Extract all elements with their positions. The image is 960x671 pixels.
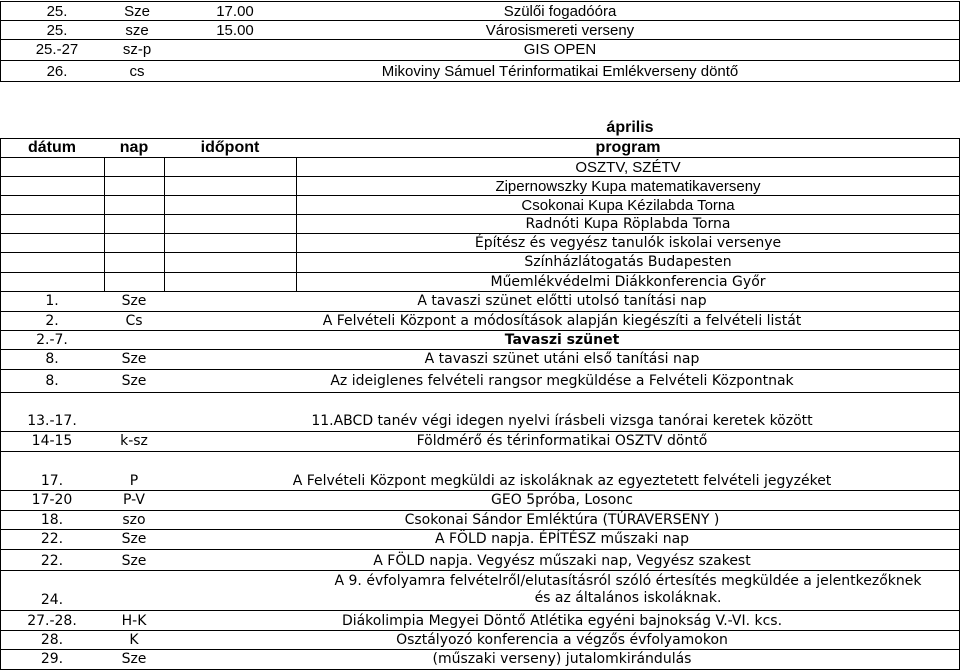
- grid-line: [0, 431, 960, 432]
- grid-line: [0, 272, 960, 273]
- grid-line: [0, 490, 960, 491]
- program-cell: Osztályozó konferencia a végzős évfolyamokon: [396, 632, 728, 648]
- program-cell: Radnóti Kupa Röplabda Torna: [525, 216, 731, 232]
- grid-line: [0, 311, 960, 312]
- grid-line: [104, 157, 105, 292]
- program-cell: (műszaki verseny) jutalomkirándulás: [432, 651, 692, 667]
- program-cell: Diákolimpia Megyei Döntő Atlétika egyéni bajnokság V.-VI. kcs.: [341, 613, 783, 629]
- grid-line: [0, 610, 960, 611]
- header-time: időpont: [200, 139, 260, 156]
- program-cell: [296, 571, 960, 612]
- table-row: [0, 472, 960, 491]
- grid-line: [0, 1, 1, 81]
- table-row: [0, 552, 960, 571]
- header-row: [0, 138, 960, 158]
- date-cell: 25.: [46, 22, 68, 39]
- table-row: [0, 571, 960, 610]
- program-cell: Színházlátogatás Budapesten: [524, 254, 732, 270]
- table-row: [0, 631, 960, 650]
- day-cell: Sze: [124, 3, 150, 20]
- program-cell: A tavaszi szünet utáni első tanítási nap: [424, 351, 700, 367]
- grid-line: [0, 60, 960, 61]
- day-cell: P: [129, 473, 139, 489]
- grid-line: [0, 451, 960, 452]
- program-cell: Az ideiglenes felvételi rangsor megküldése a Felvételi Központnak: [330, 373, 794, 389]
- program-cell: Földmérő és térinformatikai OSZTV döntő: [416, 433, 708, 449]
- grid-line: [0, 529, 960, 530]
- table-row: [0, 2, 960, 21]
- day-cell: P-V: [123, 492, 145, 508]
- day-cell: Sze: [121, 651, 147, 667]
- day-cell: k-sz: [120, 433, 148, 449]
- date-cell: 27.-28.: [27, 613, 77, 629]
- date-cell: 25.: [46, 3, 68, 20]
- list-item: [0, 234, 960, 253]
- program-cell: Csokonai Sándor Emléktúra (TÚRAVERSENY ): [404, 512, 720, 528]
- grid-line: [0, 157, 960, 158]
- day-cell: Sze: [121, 531, 147, 547]
- table-row: [0, 612, 960, 631]
- grid-line: [0, 20, 960, 21]
- program-cell: OSZTV, SZÉTV: [575, 159, 681, 176]
- day-cell: cs: [129, 63, 145, 80]
- grid-line: [0, 176, 960, 177]
- grid-line: [0, 510, 960, 511]
- date-cell: 17.: [40, 473, 64, 489]
- table-row: [0, 21, 960, 40]
- program-cell: Zipernowszky Kupa matematikaverseny: [495, 178, 761, 195]
- day-cell: Sze: [121, 293, 147, 309]
- grid-line: [0, 349, 960, 350]
- program-cell: Szülői fogadóóra: [503, 3, 617, 20]
- grid-line: [0, 195, 960, 196]
- list-item: [0, 177, 960, 196]
- grid-line: [164, 157, 165, 292]
- table-row: [0, 491, 960, 510]
- grid-line: [0, 214, 960, 215]
- program-cell: Városismereti verseny: [485, 22, 635, 39]
- list-item: [0, 253, 960, 272]
- grid-line: [0, 291, 960, 292]
- day-cell: [104, 412, 164, 431]
- day-cell: sz-p: [122, 41, 152, 58]
- day-cell: Sze: [121, 373, 147, 389]
- day-cell: H-K: [121, 613, 147, 629]
- program-cell: A Felvételi Központ megküldi az iskoláknak az egyeztetett felvételi jegyzéket: [292, 473, 832, 489]
- date-cell: 14-15: [31, 433, 73, 449]
- day-cell: szo: [122, 512, 146, 528]
- grid-line: [0, 252, 960, 253]
- date-cell: 24.: [40, 592, 64, 608]
- date-cell: 2.: [45, 313, 59, 329]
- program-cell: Mikoviny Sámuel Térinformatikai Emlékverseny döntő: [381, 63, 739, 80]
- header-date: dátum: [28, 139, 76, 156]
- table-row: [0, 511, 960, 530]
- list-item: [0, 158, 960, 177]
- date-cell: 8.: [45, 351, 59, 367]
- date-cell: 26.: [46, 63, 68, 80]
- table-row: [0, 331, 960, 350]
- day-cell: Cs: [125, 313, 143, 329]
- date-cell: 22.: [40, 531, 64, 547]
- program-cell: Csokonai Kupa Kézilabda Torna: [521, 197, 735, 214]
- program-cell: A Felvételi Központ a módosítások alapján kiegészíti a felvételi listát: [322, 313, 802, 329]
- list-item: [0, 215, 960, 234]
- program-cell: 11.ABCD tanév végi idegen nyelvi írásbeli vizsga tanórai keretek között: [311, 413, 813, 429]
- day-cell: sze: [125, 22, 149, 39]
- date-cell: 2.-7.: [36, 332, 68, 348]
- grid-line: [0, 549, 960, 550]
- date-cell: 13.-17.: [27, 413, 77, 429]
- grid-line: [0, 630, 960, 631]
- program-cell: A FÖLD napja. Vegyész műszaki nap, Vegyész szakest: [373, 553, 751, 569]
- grid-line: [0, 392, 960, 393]
- time-cell: 15.00: [216, 22, 254, 39]
- grid-line: [296, 157, 297, 292]
- date-cell: 17-20: [31, 492, 73, 508]
- date-cell: 18.: [40, 512, 64, 528]
- table-row: [0, 530, 960, 549]
- header-program: program: [595, 139, 661, 156]
- table-row: [0, 62, 960, 81]
- day-cell: Sze: [121, 351, 147, 367]
- grid-line: [0, 138, 960, 139]
- grid-line: [0, 330, 960, 331]
- day-cell: Sze: [121, 553, 147, 569]
- date-cell: 8.: [45, 373, 59, 389]
- program-cell: GEO 5próba, Losonc: [491, 492, 633, 508]
- program-cell: A tavaszi szünet előtti utolsó tanítási nap: [417, 293, 707, 309]
- list-item: [0, 196, 960, 215]
- date-cell: 29.: [40, 651, 64, 667]
- table-row: [0, 412, 960, 431]
- day-cell: K: [129, 632, 139, 648]
- grid-line: [0, 39, 960, 40]
- program-line-2: és az általános iskoláknak.: [534, 590, 722, 606]
- table-row: [0, 292, 960, 311]
- date-cell: 22.: [40, 553, 64, 569]
- grid-line: [0, 1, 960, 2]
- grid-line: [0, 233, 960, 234]
- table-row: [0, 312, 960, 331]
- header-day: nap: [119, 139, 149, 156]
- grid-line: [0, 669, 960, 670]
- grid-line: [0, 570, 960, 571]
- day-cell: [104, 571, 164, 610]
- program-line-1: A 9. évfolyamra felvételről/elutasításról szóló értesítés megküldée a jelentkezőknek: [334, 573, 922, 589]
- program-cell: A FÖLD napja. ÉPÍTÉSZ műszaki nap: [434, 531, 690, 547]
- program-cell: Műemlékvédelmi Diákkonferencia Győr: [490, 274, 766, 290]
- month-row: [0, 118, 960, 138]
- table-row: [0, 432, 960, 451]
- table-row: [0, 350, 960, 369]
- program-cell: Tavaszi szünet: [504, 332, 620, 348]
- date-cell: 28.: [40, 632, 64, 648]
- day-cell: [104, 331, 164, 350]
- month-title: április: [606, 119, 654, 136]
- table-row: [0, 372, 960, 391]
- table-row: [0, 650, 960, 669]
- date-cell: 25.-27: [35, 41, 79, 58]
- table-row: [0, 40, 960, 59]
- grid-line: [0, 369, 960, 370]
- program-cell: Építész és vegyész tanulók iskolai versenye: [474, 235, 782, 251]
- date-cell: 1.: [45, 293, 59, 309]
- grid-line: [0, 138, 1, 670]
- time-cell: 17.00: [216, 3, 254, 20]
- list-item: [0, 273, 960, 292]
- grid-line: [0, 649, 960, 650]
- grid-line: [0, 81, 960, 82]
- program-cell: GIS OPEN: [523, 41, 597, 58]
